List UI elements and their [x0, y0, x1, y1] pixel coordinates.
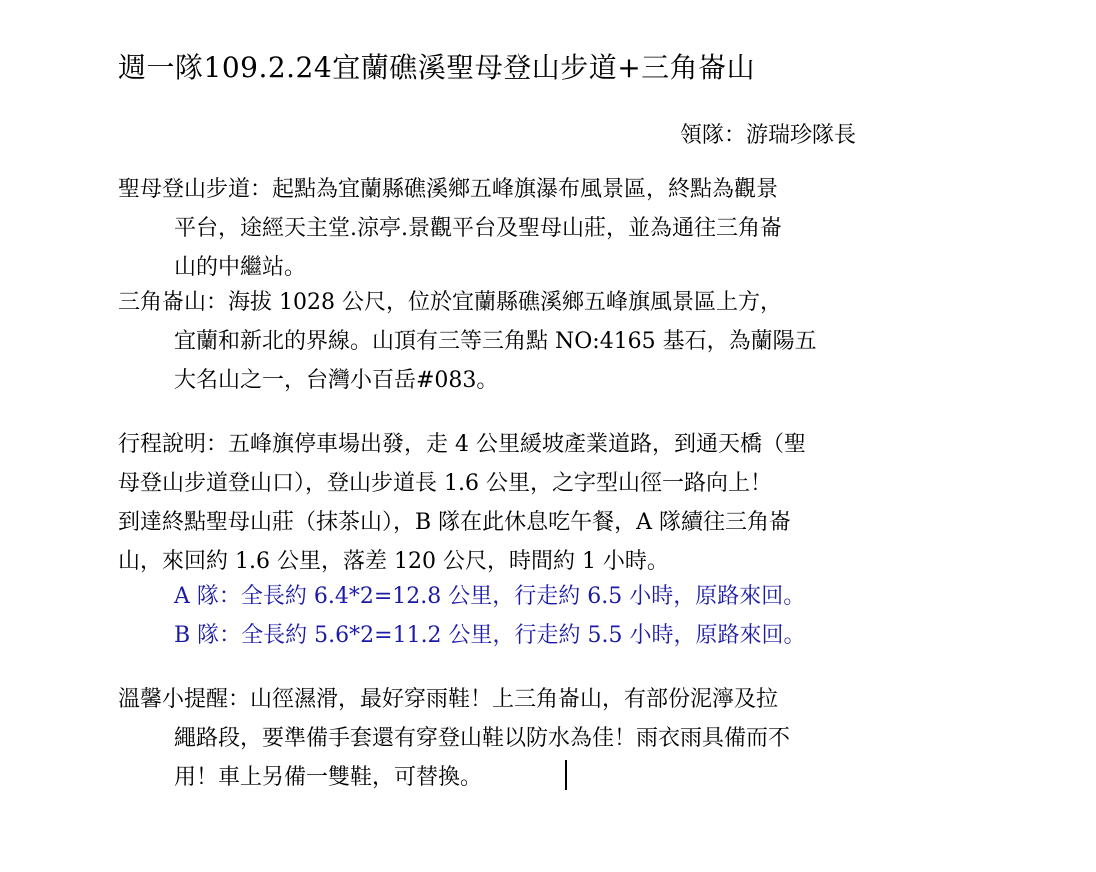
- document-title: 週一隊109.2.24宜蘭礁溪聖母登山步道+三角崙山: [118, 51, 756, 84]
- team-details: [118, 577, 958, 655]
- text-line: 溫馨小提醒：山徑濕滑，最好穿雨鞋！上三角崙山，有部份泥濘及拉: [118, 687, 779, 712]
- leader-line: 領隊：游瑞珍隊長: [680, 123, 857, 148]
- reminder-description: [118, 680, 958, 797]
- itinerary-description: [118, 425, 958, 581]
- mountain-description: [118, 283, 958, 400]
- text-line: 母登山步道登山口），登山步道長 1.6 公里，之字型山徑一路向上！: [118, 471, 772, 496]
- text-line: 行程說明：五峰旗停車場出發，走 4 公里緩坡產業道路，到通天橋（聖: [118, 432, 806, 457]
- trail-description: [118, 170, 958, 287]
- text-line: 到達終點聖母山莊（抹茶山），B 隊在此休息吃午餐，A 隊續往三角崙: [118, 510, 792, 535]
- text-line: 平台，途經天主堂.涼亭.景觀平台及聖母山莊，並為通往三角崙: [174, 216, 782, 241]
- text-cursor: [565, 760, 567, 790]
- team-a-line: A 隊：全長約 6.4*2=12.8 公里，行走約 6.5 小時，原路來回。: [174, 584, 806, 609]
- team-b-line: B 隊：全長約 5.6*2=11.2 公里，行走約 5.5 小時，原路來回。: [174, 623, 806, 648]
- text-line: 宜蘭和新北的界線。山頂有三等三角點 NO:4165 基石，為蘭陽五: [174, 329, 817, 354]
- text-line: 大名山之一，台灣小百岳#083。: [174, 368, 499, 393]
- text-line: 三角崙山：海拔 1028 公尺，位於宜蘭縣礁溪鄉五峰旗風景區上方，: [118, 290, 782, 315]
- text-line: 山的中繼站。: [174, 255, 307, 280]
- text-line: 山，來回約 1.6 公里，落差 120 公尺，時間約 1 小時。: [118, 549, 669, 574]
- text-line: 繩路段，要準備手套還有穿登山鞋以防水為佳！雨衣雨具備而不: [174, 726, 791, 751]
- text-line: 聖母登山步道：起點為宜蘭縣礁溪鄉五峰旗瀑布風景區，終點為觀景: [118, 177, 779, 202]
- text-line: 用！車上另備一雙鞋，可替換。: [174, 765, 483, 790]
